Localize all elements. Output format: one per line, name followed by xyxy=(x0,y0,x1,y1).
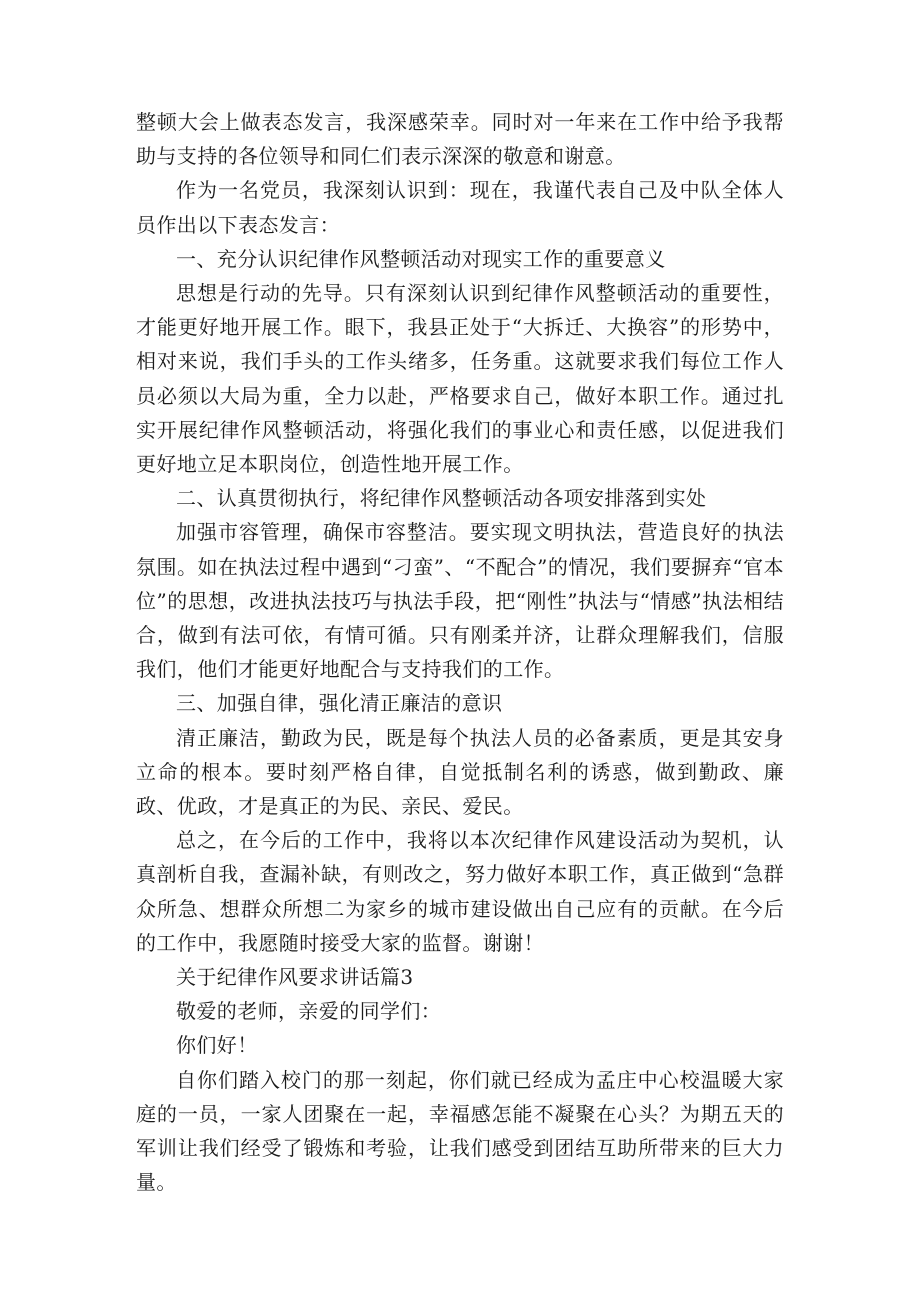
paragraph-party-member: 作为一名党员，我深刻认识到：现在，我谨代表自己及中队全体人员作出以下表态发言： xyxy=(136,178,784,237)
article-title: 关于纪律作风要求讲话篇3 xyxy=(176,965,414,990)
paragraph-section-3: 清正廉洁，勤政为民，既是每个执法人员的必备素质，更是其安身立命的根本。要时刻严格自律，自觉抵制名利的诱惑，做到勤政、廉政、优政，才是真正的为民、亲民、爱民。 xyxy=(136,725,784,819)
paragraph-opening: 整顿大会上做表态发言，我深感荣幸。同时对一年来在工作中给予我帮助与支持的各位领导和同仁们表示深深的敬意和谢意。 xyxy=(136,110,784,169)
section-heading-2: 二、认真贯彻执行，将纪律作风整顿活动各项安排落到实处 xyxy=(176,486,707,511)
paragraph-conclusion: 总之，在今后的工作中，我将以本次纪律作风建设活动为契机，认真剖析自我，查漏补缺，有则改之，努力做好本职工作，真正做到“急群众所急、想群众所想二为家乡的城市建设做出自己应有的贡献。在今后的工作中，我愿随时接受大家的监督。谢谢！ xyxy=(136,828,784,955)
paragraph-section-1: 思想是行动的先导。只有深刻认识到纪律作风整顿活动的重要性，才能更好地开展工作。眼下，我县正处于“大拆迁、大换容”的形势中，相对来说，我们手头的工作头绪多，任务重。这就要求我们每位工作人员必须以大局为重，全力以赴，严格要求自己，做好本职工作。通过扎实开展纪律作风整顿活动，将强化我们的事业心和责任感，以促进我们更好地立足本职岗位，创造性地开展工作。 xyxy=(136,281,784,477)
greeting: 你们好！ xyxy=(176,1033,258,1058)
section-heading-1: 一、充分认识纪律作风整顿活动对现实工作的重要意义 xyxy=(176,246,666,271)
document-page xyxy=(136,105,784,1200)
section-heading-3: 三、加强自律，强化清正廉洁的意识 xyxy=(176,691,503,716)
paragraph-welcome: 自你们踏入校门的那一刻起，你们就已经成为孟庄中心校温暖大家庭的一员，一家人团聚在一起，幸福感怎能不凝聚在心头？为期五天的军训让我们经受了锻炼和考验，让我们感受到团结互助所带来的巨大力量。 xyxy=(136,1067,784,1195)
salutation: 敬爱的老师，亲爱的同学们： xyxy=(176,999,442,1024)
paragraph-section-2: 加强市容管理，确保市容整洁。要实现文明执法，营造良好的执法氛围。如在执法过程中遇到“刁蛮”、“不配合”的情况，我们要摒弃“官本位”的思想，改进执法技巧与执法手段，把“刚性”执法与“情感”执法相结合，做到有法可依，有情可循。只有刚柔并济，让群众理解我们，信服我们，他们才能更好地配合与支持我们的工作。 xyxy=(136,520,784,682)
